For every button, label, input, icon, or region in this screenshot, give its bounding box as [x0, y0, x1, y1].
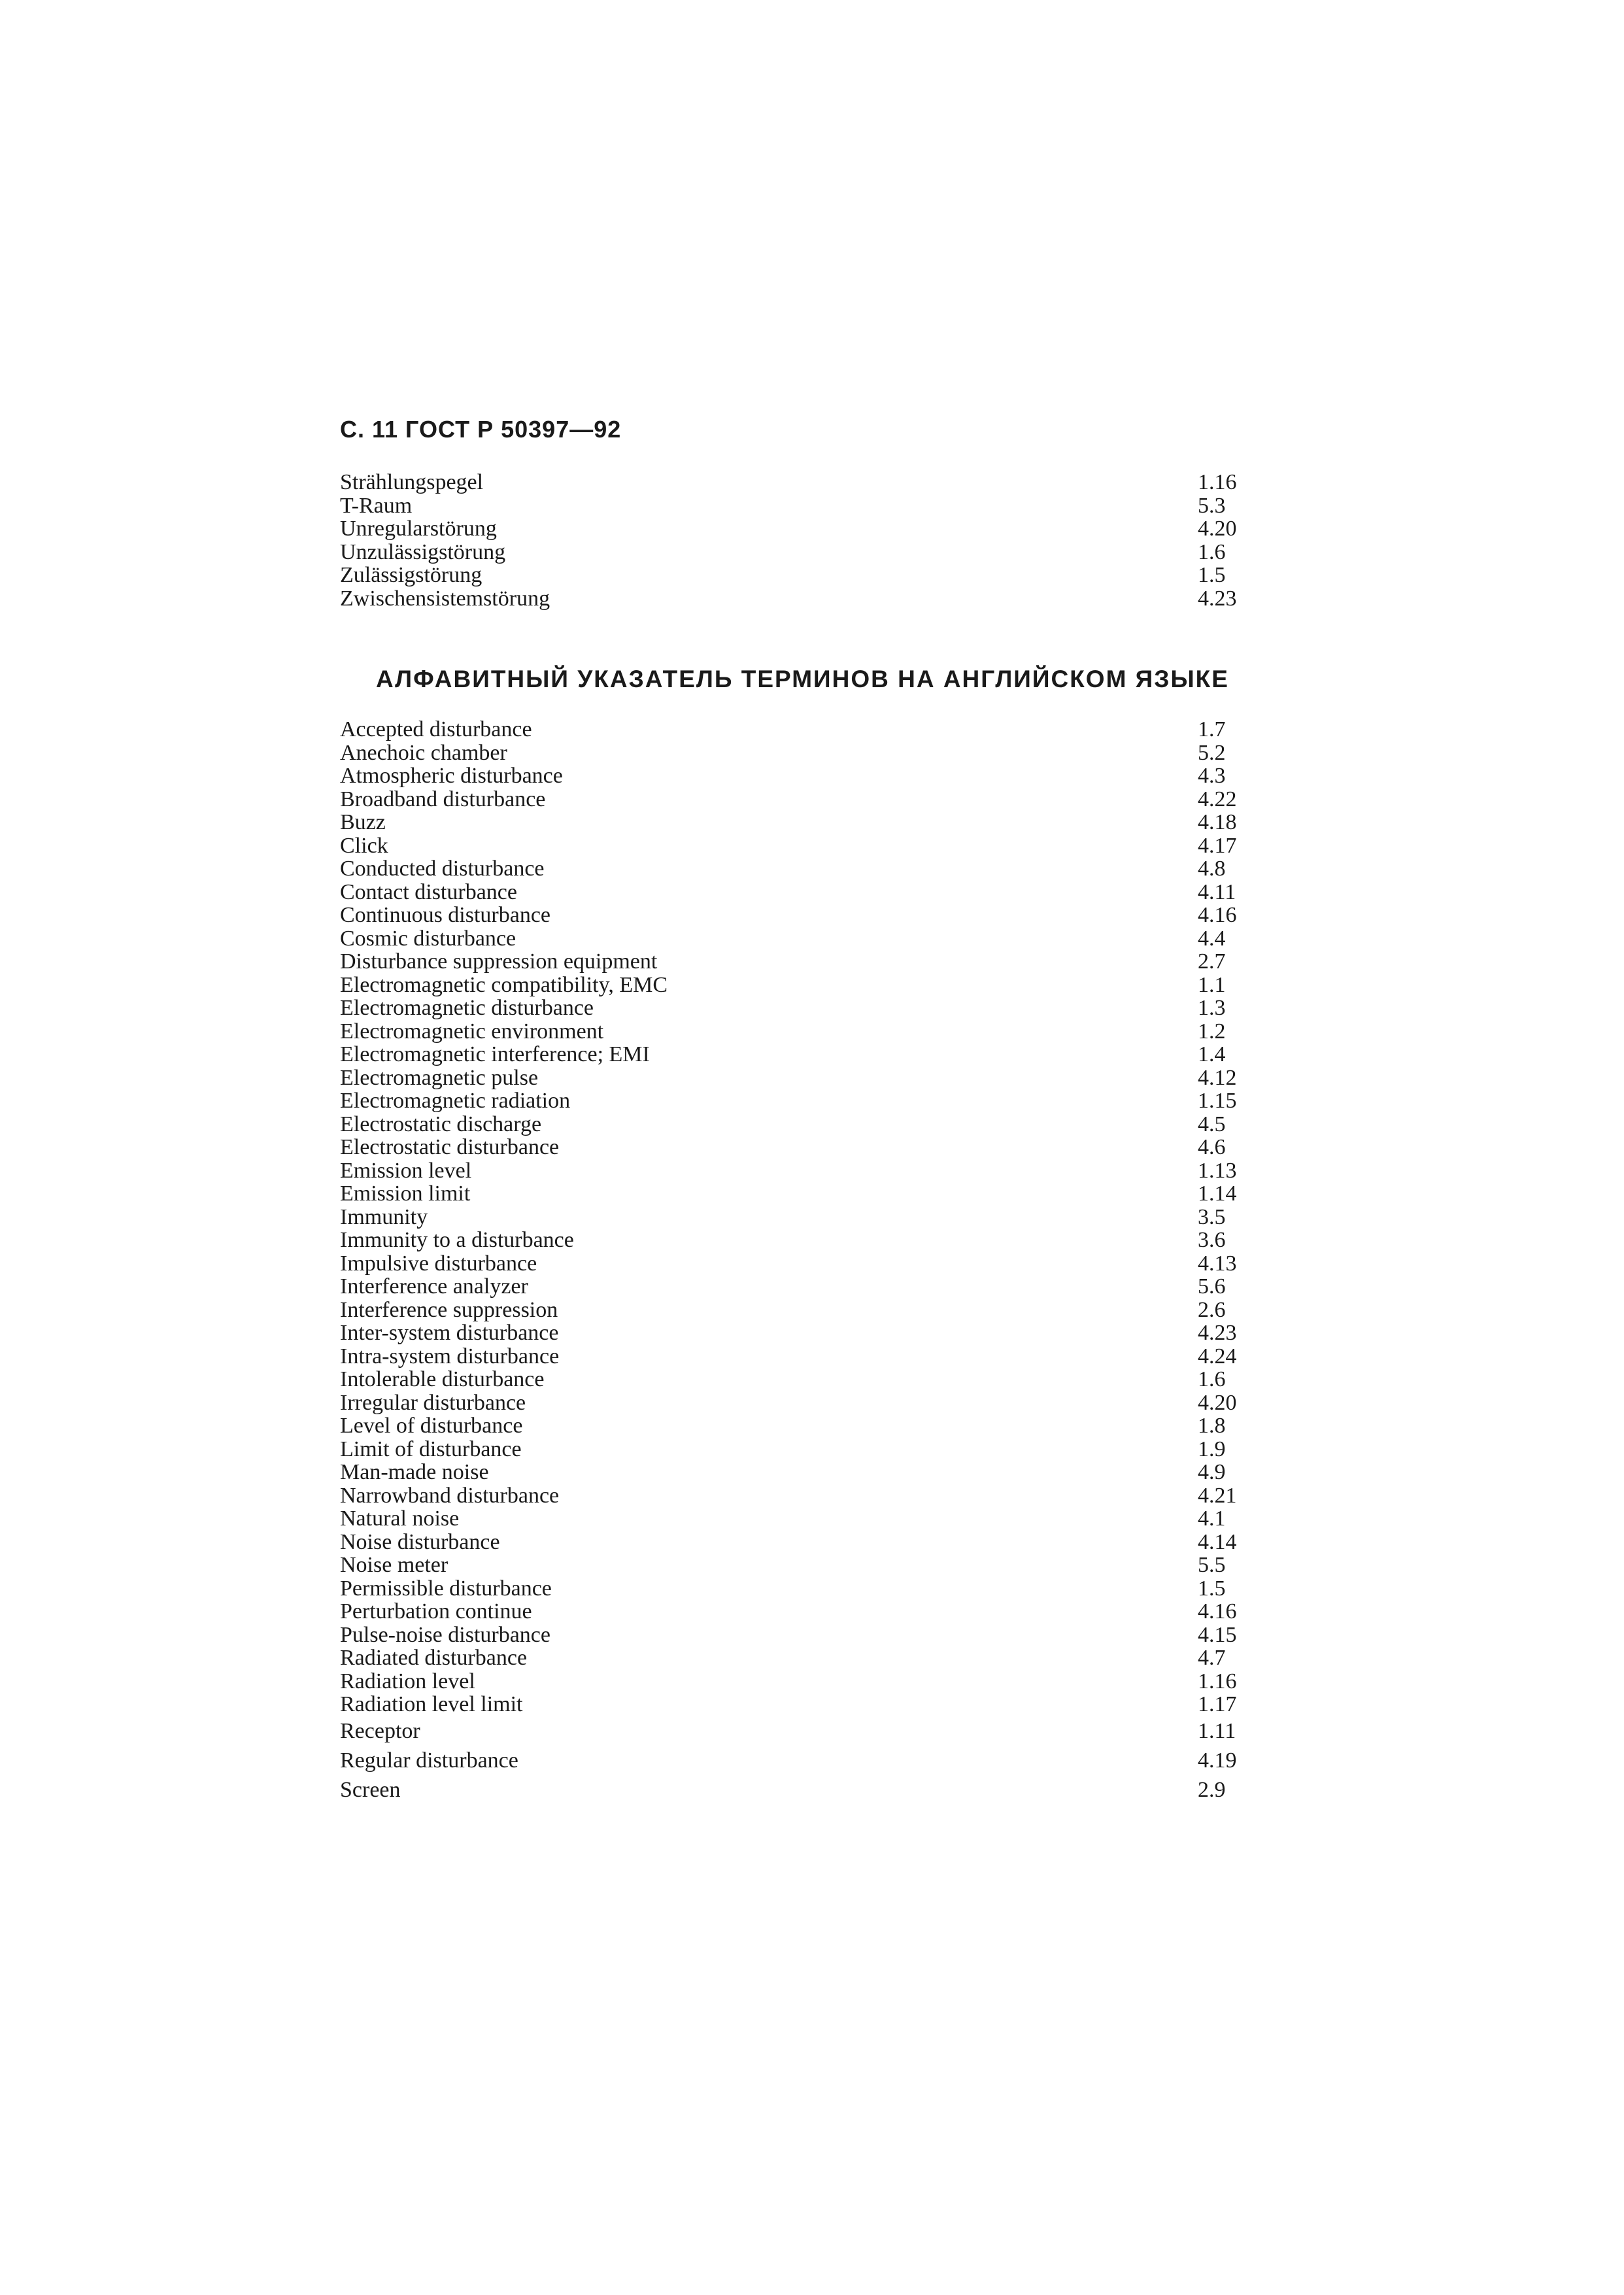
- index-entry: [340, 1670, 1253, 1693]
- index-entry: [340, 1182, 1253, 1206]
- index-term: Limit of disturbance: [340, 1436, 522, 1461]
- english-term-index: [340, 718, 1253, 1805]
- index-reference-number: 4.13: [1198, 1251, 1237, 1276]
- index-reference-number: 4.16: [1198, 1599, 1237, 1624]
- index-reference-number: 2.9: [1198, 1777, 1226, 1802]
- index-entry: [340, 541, 1253, 564]
- index-reference-number: 1.11: [1198, 1718, 1236, 1743]
- index-reference-number: 1.13: [1198, 1158, 1237, 1183]
- index-reference-number: 4.23: [1198, 1321, 1237, 1345]
- index-term: Electromagnetic interference; EMI: [340, 1042, 650, 1066]
- index-term: Impulsive disturbance: [340, 1251, 537, 1276]
- index-reference-number: 5.3: [1198, 493, 1226, 518]
- index-entry: [340, 741, 1253, 765]
- index-reference-number: 4.8: [1198, 857, 1226, 881]
- index-entry: [340, 1531, 1253, 1554]
- page-header: С. 11 ГОСТ Р 50397—92: [340, 416, 622, 443]
- index-term: Irregular disturbance: [340, 1390, 526, 1415]
- index-term: Click: [340, 833, 388, 858]
- index-term: Electromagnetic compatibility, EMC: [340, 972, 668, 997]
- index-term: T-Raum: [340, 493, 413, 518]
- index-reference-number: 1.7: [1198, 717, 1226, 741]
- index-entry: [340, 1646, 1253, 1670]
- index-entry: [340, 1624, 1253, 1647]
- index-term: Intolerable disturbance: [340, 1367, 545, 1391]
- index-reference-number: 4.21: [1198, 1483, 1237, 1508]
- index-reference-number: 1.2: [1198, 1019, 1226, 1044]
- index-reference-number: 1.8: [1198, 1414, 1226, 1438]
- index-entry: [340, 1275, 1253, 1299]
- index-entry: [340, 1206, 1253, 1229]
- index-entry: [340, 764, 1253, 788]
- index-term: Unzulässigstörung: [340, 539, 506, 564]
- index-reference-number: 4.7: [1198, 1646, 1226, 1670]
- index-term: Noise disturbance: [340, 1529, 500, 1554]
- index-term: Electromagnetic pulse: [340, 1065, 539, 1090]
- index-term: Emission level: [340, 1158, 472, 1183]
- index-term: Regular disturbance: [340, 1748, 518, 1773]
- index-reference-number: 4.5: [1198, 1112, 1226, 1136]
- index-term: Unregularstörung: [340, 517, 497, 541]
- index-entry: [340, 904, 1253, 927]
- index-entry: [340, 974, 1253, 997]
- index-term: Atmospheric disturbance: [340, 764, 563, 788]
- index-entry: [340, 1299, 1253, 1322]
- index-term: Natural noise: [340, 1506, 460, 1531]
- index-reference-number: 5.5: [1198, 1553, 1226, 1577]
- index-entry: [340, 811, 1253, 834]
- index-term: Level of disturbance: [340, 1414, 523, 1438]
- index-term: Zulässigstörung: [340, 563, 482, 587]
- index-term: Radiated disturbance: [340, 1646, 528, 1670]
- index-term: Electrostatic disturbance: [340, 1135, 560, 1159]
- index-entry: [340, 1484, 1253, 1508]
- index-entry: [340, 834, 1253, 858]
- index-term: Anechoic chamber: [340, 740, 507, 765]
- index-entry: [340, 564, 1253, 587]
- index-reference-number: 4.6: [1198, 1135, 1226, 1159]
- index-term: Inter-system disturbance: [340, 1321, 559, 1345]
- index-term: Cosmic disturbance: [340, 926, 516, 951]
- index-reference-number: 4.9: [1198, 1460, 1226, 1484]
- index-entry: [340, 1716, 1253, 1746]
- index-reference-number: 1.1: [1198, 972, 1226, 997]
- index-reference-number: 4.16: [1198, 903, 1237, 927]
- index-term: Emission limit: [340, 1182, 471, 1206]
- index-reference-number: 1.6: [1198, 539, 1226, 564]
- index-term: Screen: [340, 1777, 401, 1802]
- index-entry: [340, 1438, 1253, 1461]
- english-index-title: АЛФАВИТНЫЙ УКАЗАТЕЛЬ ТЕРМИНОВ НА АНГЛИЙСКОМ ЯЗЫКЕ: [376, 666, 1229, 692]
- index-reference-number: 4.11: [1198, 879, 1236, 904]
- index-term: Noise meter: [340, 1553, 448, 1577]
- index-entry: [340, 1775, 1253, 1805]
- index-entry: [340, 1746, 1253, 1775]
- index-entry: [340, 996, 1253, 1020]
- index-entry: [340, 1414, 1253, 1438]
- index-reference-number: 4.23: [1198, 586, 1237, 611]
- index-reference-number: 4.22: [1198, 787, 1237, 811]
- index-reference-number: 3.6: [1198, 1228, 1226, 1252]
- index-term: Buzz: [340, 810, 386, 834]
- index-entry: [340, 1507, 1253, 1531]
- index-reference-number: 5.2: [1198, 740, 1226, 765]
- index-term: Electrostatic discharge: [340, 1112, 542, 1136]
- index-term: Perturbation continue: [340, 1599, 532, 1624]
- index-term: Narrowband disturbance: [340, 1483, 560, 1508]
- index-reference-number: 1.6: [1198, 1367, 1226, 1391]
- index-term: Interference analyzer: [340, 1274, 528, 1299]
- index-entry: [340, 1461, 1253, 1484]
- index-reference-number: 4.18: [1198, 810, 1237, 834]
- index-reference-number: 1.5: [1198, 563, 1226, 587]
- index-entry: [340, 1391, 1253, 1415]
- index-entry: [340, 1368, 1253, 1391]
- index-reference-number: 4.15: [1198, 1622, 1237, 1647]
- index-entry: [340, 1321, 1253, 1345]
- index-entry: [340, 1554, 1253, 1577]
- index-reference-number: 1.5: [1198, 1576, 1226, 1601]
- index-reference-number: 1.15: [1198, 1089, 1237, 1113]
- index-entry: [340, 927, 1253, 951]
- index-term: Man-made noise: [340, 1460, 489, 1484]
- index-term: Broadband disturbance: [340, 787, 546, 811]
- index-term: Zwischensistemstörung: [340, 586, 550, 611]
- index-reference-number: 4.17: [1198, 833, 1237, 858]
- index-term: Immunity to a disturbance: [340, 1228, 574, 1252]
- index-reference-number: 2.6: [1198, 1297, 1226, 1322]
- index-term: Contact disturbance: [340, 879, 517, 904]
- index-reference-number: 5.6: [1198, 1274, 1226, 1299]
- index-entry: [340, 1600, 1253, 1624]
- index-reference-number: 1.16: [1198, 1669, 1237, 1693]
- index-entry: [340, 718, 1253, 741]
- index-reference-number: 1.14: [1198, 1182, 1237, 1206]
- index-reference-number: 4.19: [1198, 1748, 1237, 1773]
- index-term: Electromagnetic environment: [340, 1019, 604, 1044]
- index-entry: [340, 1089, 1253, 1113]
- index-term: Continuous disturbance: [340, 903, 551, 927]
- index-entry: [340, 517, 1253, 541]
- index-term: Receptor: [340, 1718, 420, 1743]
- index-reference-number: 1.17: [1198, 1692, 1237, 1716]
- index-reference-number: 4.20: [1198, 517, 1237, 541]
- index-reference-number: 4.3: [1198, 764, 1226, 788]
- index-term: Permissible disturbance: [340, 1576, 552, 1601]
- index-reference-number: 3.5: [1198, 1204, 1226, 1229]
- german-term-index: [340, 471, 1253, 610]
- index-entry: [340, 788, 1253, 811]
- index-reference-number: 2.7: [1198, 949, 1226, 974]
- index-reference-number: 1.3: [1198, 996, 1226, 1020]
- index-entry: [340, 1020, 1253, 1044]
- index-entry: [340, 1693, 1253, 1716]
- index-reference-number: 4.4: [1198, 926, 1226, 951]
- index-term: Conducted disturbance: [340, 857, 545, 881]
- index-reference-number: 1.9: [1198, 1436, 1226, 1461]
- index-term: Strählungspegel: [340, 470, 484, 494]
- index-reference-number: 4.20: [1198, 1390, 1237, 1415]
- index-reference-number: 4.1: [1198, 1506, 1226, 1531]
- index-entry: [340, 1043, 1253, 1066]
- index-reference-number: 1.4: [1198, 1042, 1226, 1066]
- index-term: Disturbance suppression equipment: [340, 949, 658, 974]
- index-reference-number: 1.16: [1198, 470, 1237, 494]
- index-entry: [340, 1159, 1253, 1183]
- index-entry: [340, 1113, 1253, 1136]
- index-term: Electromagnetic radiation: [340, 1089, 571, 1113]
- index-term: Pulse-noise disturbance: [340, 1622, 550, 1647]
- index-reference-number: 4.24: [1198, 1344, 1237, 1368]
- index-reference-number: 4.14: [1198, 1529, 1237, 1554]
- index-entry: [340, 587, 1253, 611]
- index-entry: [340, 950, 1253, 974]
- index-entry: [340, 1229, 1253, 1252]
- index-reference-number: 4.12: [1198, 1065, 1237, 1090]
- index-entry: [340, 1345, 1253, 1368]
- index-entry: [340, 1252, 1253, 1276]
- index-term: Interference suppression: [340, 1297, 558, 1322]
- index-entry: [340, 494, 1253, 518]
- index-entry: [340, 881, 1253, 904]
- index-term: Accepted disturbance: [340, 717, 532, 741]
- index-entry: [340, 857, 1253, 881]
- index-term: Electromagnetic disturbance: [340, 996, 594, 1020]
- index-term: Radiation level limit: [340, 1692, 523, 1716]
- index-entry: [340, 1136, 1253, 1159]
- index-term: Radiation level: [340, 1669, 475, 1693]
- index-term: Immunity: [340, 1204, 428, 1229]
- index-entry: [340, 1066, 1253, 1090]
- index-entry: [340, 1577, 1253, 1601]
- index-entry: [340, 471, 1253, 494]
- index-term: Intra-system disturbance: [340, 1344, 560, 1368]
